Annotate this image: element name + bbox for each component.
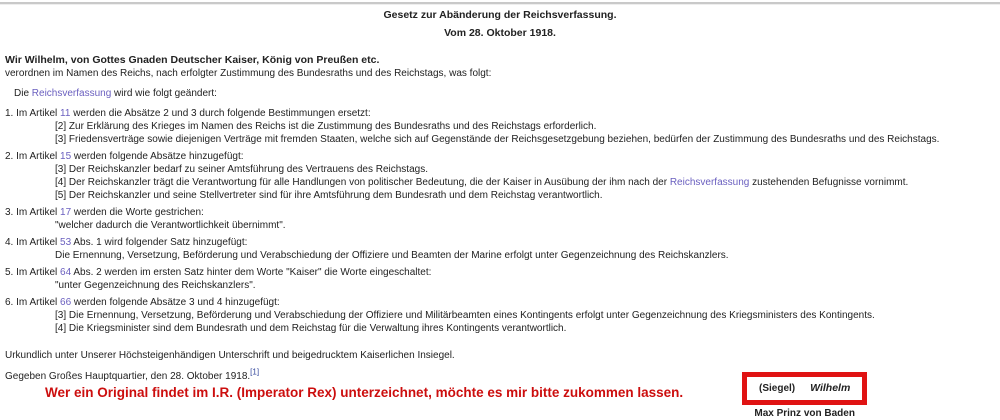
footnote-ref — [250, 368, 259, 377]
paragraph-marker: [4] — [55, 177, 69, 188]
document-title: Gesetz zur Abänderung der Reichsverfassung. — [383, 9, 617, 21]
document-body — [0, 54, 1000, 401]
article-item-3 — [5, 206, 995, 232]
article-number: 4. — [5, 237, 17, 248]
enactment-line: verordnen im Namen des Reichs, nach erfolgter Zustimmung des Bundesraths und des Reichstags, was folgt: — [5, 68, 492, 79]
article-number: 5. — [5, 267, 17, 278]
document-date: Vom 28. Oktober 1918. — [444, 27, 556, 39]
article-paragraph: Die Ernennung, Versetzung, Beförderung und Verabschiedung der Offiziere und Beamten der Marine erfolgt unter Gegenzeichnung des Reichskanzlers. — [55, 250, 729, 261]
intro-text-pre: Die — [14, 88, 32, 99]
artikel-17-link[interactable]: 17 — [60, 207, 72, 218]
kaiser-signature: Wilhelm — [810, 382, 851, 394]
article-heading: 2. Im Artikel 15 werden folgende Absätze hinzugefügt: — [5, 151, 244, 162]
article-paragraph: [3] Der Reichskanzler bedarf zu seiner Amtsführung des Vertrauens des Reichstags. — [55, 164, 428, 175]
royal-style-line: Wir Wilhelm, von Gottes Gnaden Deutscher Kaiser, König von Preußen etc. — [5, 54, 380, 66]
article-item-5 — [5, 266, 995, 292]
article-paragraph: "unter Gegenzeichnung des Reichskanzlers". — [55, 280, 256, 291]
article-number: 3. — [5, 207, 17, 218]
article-paragraph: [2] Zur Erklärung des Krieges im Namen des Reichs ist die Zustimmung des Bundesraths und des Reichstags erforderlich. — [55, 121, 597, 132]
article-paragraph: [5] Der Reichskanzler und seine Stellvertreter sind für ihre Amtsführung dem Bundesrath und dem Reichstag verantwortlich. — [55, 190, 603, 201]
article-heading: 4. Im Artikel 53 Abs. 1 wird folgender Satz hinzugefügt: — [5, 237, 248, 248]
article-number: 2. — [5, 151, 17, 162]
amendment-intro — [5, 87, 995, 100]
paragraph-marker: [2] — [55, 121, 69, 132]
article-paragraph: [4] Der Reichskanzler trägt die Verantwortung für alle Handlungen von politischer Bedeutung, die der Kaiser in Ausübung der ihm nach der Reichsverfassung zustehenden Befugnisse vornimmt. — [55, 177, 909, 188]
article-item-6 — [5, 296, 995, 335]
artikel-53-link[interactable]: 53 — [60, 237, 72, 248]
reichsverfassung-link[interactable]: Reichsverfassung — [31, 88, 112, 99]
article-number: 1. — [5, 108, 17, 119]
paragraph-marker: [5] — [55, 190, 69, 201]
top-divider — [0, 2, 1000, 5]
article-heading: 1. Im Artikel 11 werden die Absätze 2 und 3 durch folgende Bestimmungen ersetzt: — [5, 108, 371, 119]
article-item-4 — [5, 236, 995, 262]
reichsverfassung-link[interactable]: Reichsverfassung — [669, 177, 750, 188]
paragraph-marker: [3] — [55, 164, 69, 175]
amendment-list — [5, 107, 995, 335]
article-paragraph: "welcher dadurch die Verantwortlichkeit übernimmt". — [55, 220, 286, 231]
artikel-15-link[interactable]: 15 — [60, 151, 72, 162]
paragraph-marker: [4] — [55, 323, 69, 334]
article-item-1 — [5, 107, 995, 146]
article-paragraph: [4] Die Kriegsminister sind dem Bundesrath und dem Reichstag für die Verwaltung ihres Kontingents verantwortlich. — [55, 323, 567, 334]
marginal-annotation: Wer ein Original findet im I.R. (Imperator Rex) unterzeichnet, möchte es mir bitte zukommen lassen. — [45, 385, 684, 400]
seal-label: (Siegel) — [759, 383, 796, 394]
article-number: 6. — [5, 297, 17, 308]
article-paragraph: [3] Die Ernennung, Versetzung, Beförderung und Verabschiedung der Offiziere und Militärbeamten eines Kontingents erfolgt unter Gegenzeichnung des Kriegsministers des Kontingents. — [55, 310, 875, 321]
article-heading: 3. Im Artikel 17 werden die Worte gestrichen: — [5, 207, 204, 218]
signature-box — [742, 372, 867, 405]
place-date-line: Gegeben Großes Hauptquartier, den 28. Oktober 1918.[1] — [5, 367, 260, 382]
attestation-line: Urkundlich unter Unserer Höchsteigenhändigen Unterschrift und beigedrucktem Kaiserlichen Insiegel. — [5, 350, 455, 361]
article-heading: 5. Im Artikel 64 Abs. 2 werden im ersten Satz hinter dem Worte "Kaiser" die Worte eingeschaltet: — [5, 267, 432, 278]
artikel-11-link[interactable]: 11 — [60, 108, 71, 119]
signature-block — [742, 372, 867, 420]
article-item-2 — [5, 150, 995, 202]
intro-text-post: wird wie folgt geändert: — [111, 88, 217, 99]
paragraph-marker: [3] — [55, 310, 69, 321]
artikel-64-link[interactable]: 64 — [60, 267, 72, 278]
chancellor-signature: Max Prinz von Baden — [754, 408, 855, 419]
footnote-1-link[interactable]: [1] — [250, 367, 260, 377]
artikel-66-link[interactable]: 66 — [60, 297, 72, 308]
article-heading: 6. Im Artikel 66 werden folgende Absätze 3 und 4 hinzugefügt: — [5, 297, 280, 308]
paragraph-marker: [3] — [55, 134, 69, 145]
article-paragraph: [3] Friedensverträge sowie diejenigen Verträge mit fremden Staaten, welche sich auf Gegenstände der Reichsgesetzgebung beziehen, bedürfen der Zustimmung des Bundesraths und des Reichstags. — [55, 134, 940, 145]
